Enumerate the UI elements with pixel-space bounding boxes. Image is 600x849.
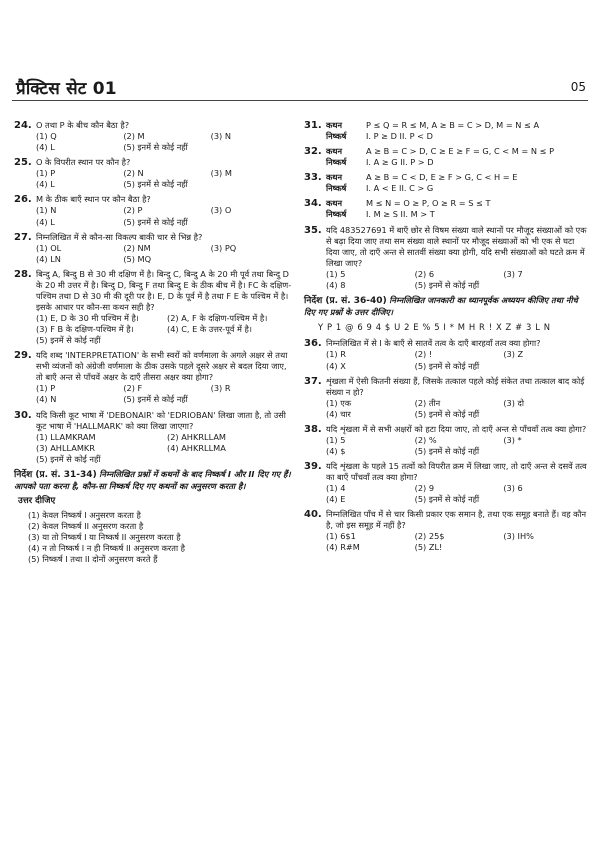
option-item: (1) 4 [326,483,346,494]
question-text: निम्नलिखित में से कौन-सा विकल्प बाकी चार से भिन्न है? [36,231,203,242]
question-number: 30. [14,409,32,421]
option-item: (1) P [36,168,56,179]
question-item [14,269,294,346]
question-item [304,424,588,457]
statement-text: A ≥ B = C < D, E ≥ F > G, C < H = E [366,172,518,183]
question-35 [304,225,588,291]
option-item: (3) 6 [503,483,523,494]
question-number: 25. [14,157,32,169]
option-list [36,205,294,227]
question-item [304,461,588,505]
left-column [14,120,294,565]
directive-body: निम्नलिखित प्रश्नों में कथनों के बाद निष्कर्ष I और II दिए गए हैं। आपको पता करना है, कौन-सा निष्कर्ष दिए गए कथनों का अनुसरण करता है। [14,468,291,491]
question-number: 27. [14,231,32,243]
option-item: (5) MQ [123,253,152,264]
answer-instruction-heading: उत्तर दीजिए [18,496,56,507]
option-item: (3) O [210,205,232,216]
option-item: (4) L [36,216,55,227]
statement-text: A ≥ B = C > D, C ≥ E ≥ F = G, C < M = N ≤ P [366,146,555,157]
conclusion-label: निष्कर्ष [326,183,347,194]
option-item: (5) इनमें से कोई नहीं [123,394,188,405]
option-item: (2) तीन [414,397,441,408]
answer-choice-list [14,510,294,565]
option-list [36,383,294,405]
conclusion-label: निष्कर्ष [326,209,347,220]
directive-body: निम्नलिखित जानकारी का ध्यानपूर्वक अध्ययन कीजिए तथा नीचे दिए गए प्रश्नों के उत्तर दीजिए। [304,294,578,318]
question-item [14,410,294,465]
question-number: 29. [14,350,32,362]
option-item: (2) A, F के दक्षिण-पश्चिम में है। [167,313,268,323]
header-rule [12,100,588,101]
question-number: 40. [304,509,322,521]
option-list [36,432,294,465]
question-text: निम्नलिखित पाँच में से चार किसी प्रकार एक समान है, तथा एक समूह बनाते हैं। वह कौन है, जो इस समूह में नहीं है? [326,509,587,531]
question-number: 24. [14,120,32,131]
conclusion-row [326,209,588,220]
question-text: O के विपरीत स्थान पर कौन है? [36,157,131,168]
question-item [14,350,294,405]
answer-choice: (2) केवल निष्कर्ष II अनुसरण करता है [28,520,144,531]
option-item: (1) N [36,205,57,216]
conclusion-row [326,131,588,142]
option-item: (5) इनमें से कोई नहीं [414,408,480,419]
conclusion-row [326,183,588,194]
conclusion-row [326,157,588,168]
option-item: (2) % [414,434,437,445]
option-item: (3) Z [503,349,524,360]
question-number: 39. [304,461,322,473]
statement-question [304,172,588,194]
option-item: (3) दो [503,397,524,408]
statement-row [326,172,588,183]
question-text: बिन्दु A, बिन्दु B से 30 मी दक्षिण में है। बिन्दु C, बिन्दु A के 20 मी पूर्व तथा बिन्दु D के 20 मी उत्तर में है। बिन्दु D, बिन्दु F तथा बिन्दु E के ठीक बीच में है। FC के दक्षिण-पश्चिम तथा D से 30 मी की दूरी पर है। E, D के पूर्व में है तथा F E के पश्चिम में है। इसके आधार पर कौन-सा कथन सही है? [36,268,292,312]
option-item: (5) इनमें से कोई नहीं [414,360,480,371]
question-text: शृंखला में ऐसी कितनी संख्या हैं, जिसके तत्काल पहले कोई संकेत तथा तत्काल बाद कोई संख्या न हो? [326,375,585,397]
question-text: O तथा P के बीच कौन बैठा है? [36,120,130,130]
question-item [304,509,588,553]
statement-question [304,120,588,142]
statement-label: कथन [326,120,343,130]
right-question-list [304,338,588,553]
statement-question-list [304,120,588,221]
question-number: 37. [304,375,322,387]
page-header-title: प्रैक्टिस सेट 01 [16,79,117,99]
option-item: (2) N [123,168,144,179]
option-item: (2) P [123,205,143,216]
option-item: (4) L [36,142,55,153]
directive-36-40 [304,295,588,318]
option-item: (4) AHKRLLMA [167,442,226,453]
statement-text: P ≤ Q = R ≤ M, A ≥ B = C > D, M = N ≤ A [366,120,540,130]
option-item: (1) OL [36,242,62,253]
option-item: (2) M [123,131,145,142]
conclusion-text: I. P ≥ D II. P < D [366,131,433,142]
option-item: (4) 8 [326,279,346,290]
statement-row [326,198,588,209]
option-item: (2) AHKRLLAM [167,431,226,442]
option-list [326,531,588,553]
left-question-list [14,120,294,465]
statement-question [304,198,588,220]
option-item: (5) इनमें से कोई नहीं [123,142,188,153]
symbol-sequence: Y P 1 @ 6 9 4 $ U 2 E % 5 I * M H R ! X Z # 3 L N [318,322,551,333]
option-item: (3) 7 [503,268,523,279]
conclusion-text: I. M ≥ S II. M > T [366,209,435,220]
question-text: यदि शब्द 'INTERPRETATION' के सभी स्वरों को वर्णमाला के अगले अक्षर से तथा सभी व्यंजनों को अंग्रेजी वर्णमाला के ठीक उसके पहले दूसरे अक्षर से बदल दिया जाए, तो बाएँ अन्त से पाँचवें अक्षर के दाएँ तीसरा अक्षर क्या होगा? [36,350,288,383]
option-item: (1) LLAMKRAM [36,431,96,442]
option-item: (5) इनमें से कोई नहीं [123,216,188,227]
option-item: (2) NM [123,242,151,253]
right-column [304,120,588,558]
answer-choice: (3) या तो निष्कर्ष I या निष्कर्ष II अनुसरण करता है [28,531,181,542]
option-item: (3) PQ [210,242,237,253]
statement-label: कथन [326,172,343,183]
question-text: यदि किसी कूट भाषा में 'DEBONAIR' को 'EDRIOBAN' लिखा जाता है, तो उसी कूट भाषा में 'HALLMARK' को क्या लिखा जाएगा? [36,409,286,431]
option-list [36,168,294,190]
option-list [36,313,294,346]
option-item: (4) R#M [326,542,360,553]
statement-row [326,120,588,131]
directive-31-34 [14,469,294,492]
question-number: 33. [304,172,322,184]
option-item: (4) E [326,494,346,505]
option-item: (4) X [326,360,346,371]
directive-lead: निर्देश (प्र. सं. 31-34) [14,469,97,480]
option-list [36,131,294,153]
option-item: (3) IH% [503,531,534,542]
option-item: (1) E, D के 30 मी पश्चिम में है। [36,313,139,323]
page-number: 05 [570,80,586,94]
question-number: 38. [304,423,322,435]
statement-label: कथन [326,198,343,209]
option-item: (4) C, E के उत्तर-पूर्व में है। [167,324,252,335]
option-item: (5) इनमें से कोई नहीं [36,335,101,346]
option-item: (3) M [210,168,232,179]
option-item: (4) N [36,394,57,405]
answer-choice: (4) न तो निष्कर्ष I न ही निष्कर्ष II अनुसरण करता है [28,542,186,553]
question-number: 31. [304,120,322,131]
question-number: 28. [14,268,32,280]
option-list [326,349,588,371]
option-list [326,269,588,291]
option-item: (4) चार [326,408,351,419]
question-number: 35. [304,224,322,236]
option-list [326,483,588,505]
option-item: (3) AHLLAMKR [36,442,95,453]
option-item: (3) N [210,131,231,142]
statement-question [304,146,588,168]
question-number: 32. [304,146,322,158]
option-item: (2) F [123,383,143,394]
question-item [304,338,588,371]
option-item: (5) इनमें से कोई नहीं [414,279,480,290]
option-item: (1) एक [326,397,352,408]
option-item: (1) P [36,383,56,394]
question-item [14,120,294,153]
answer-choice: (1) केवल निष्कर्ष I अनुसरण करता है [28,509,141,520]
option-item: (1) 5 [326,434,346,445]
option-item: (5) इनमें से कोई नहीं [414,494,480,505]
question-number: 26. [14,194,32,206]
option-list [36,243,294,265]
question-item [304,376,588,420]
option-item: (1) Q [36,131,57,142]
conclusion-label: निष्कर्ष [326,131,347,142]
question-number: 36. [304,338,322,350]
directive-lead: निर्देश (प्र. सं. 36-40) [304,295,387,306]
option-item: (4) LN [36,253,61,264]
question-text: यदि शृंखला में से सभी अक्षरों को हटा दिया जाए, तो दाएँ अन्त से पाँचवाँ तत्व क्या होगा? [326,423,587,434]
option-item: (2) 6 [414,268,435,279]
option-item: (1) 6$1 [326,531,356,542]
answer-choice: (5) निष्कर्ष I तथा II दोनों अनुसरण करते हैं [28,553,158,564]
option-item: (5) ZL! [414,542,443,553]
option-item: (5) इनमें से कोई नहीं [414,445,480,456]
option-item: (3) F B के दक्षिण-पश्चिम में है। [36,324,134,335]
option-list [326,398,588,420]
conclusion-label: निष्कर्ष [326,157,347,168]
option-item: (4) $ [326,445,346,456]
option-item: (2) 9 [414,483,435,494]
option-item: (5) इनमें से कोई नहीं [123,179,188,190]
question-item [304,225,588,291]
option-item: (3) R [210,383,231,394]
statement-text: M ≤ N = O ≥ P, O ≥ R = S ≤ T [366,198,491,209]
question-text: यदि शृंखला के पहले 15 तत्वों को विपरीत क्रम में लिखा जाए, तो दाएँ अन्त से दसवें तत्व का बाएँ पाँचवाँ तत्व क्या होगा? [326,461,587,483]
question-item [14,157,294,190]
statement-row [326,146,588,157]
question-number: 34. [304,198,322,210]
question-text: यदि 483527691 में बाएँ छोर से विषम संख्या वाले स्थानों पर मौजूद संख्याओं को एक से बढ़ा दिया जाए तथा सम संख्या वाले स्थानों पर मौजूद संख्याओं को भी एक से घटा दिया जाए, तो दाएँ अन्त से सातवीं संख्या क्या होगी, यदि सभी संख्याओं को घटते क्रम में लिखा जाए? [326,224,587,268]
question-text: निम्नलिखित में से I के बाएँ से सातवें तत्व के दाएँ बारहवाँ तत्व क्या होगा? [326,338,541,349]
conclusion-text: I. A < E II. C > G [366,183,434,194]
option-item: (4) L [36,179,55,190]
option-item: (2) 25$ [414,531,445,542]
option-item: (1) 5 [326,268,346,279]
question-item [14,232,294,265]
option-list [326,435,588,457]
question-item [14,194,294,227]
question-text: M के ठीक बाएँ स्थान पर कौन बैठा है? [36,194,151,205]
option-item: (3) * [503,434,522,445]
statement-label: कथन [326,146,343,157]
option-item: (2) ! [414,349,433,360]
option-item: (1) R [326,349,346,360]
conclusion-text: I. A ≥ G II. P > D [366,157,434,168]
option-item: (5) इनमें से कोई नहीं [36,453,101,464]
